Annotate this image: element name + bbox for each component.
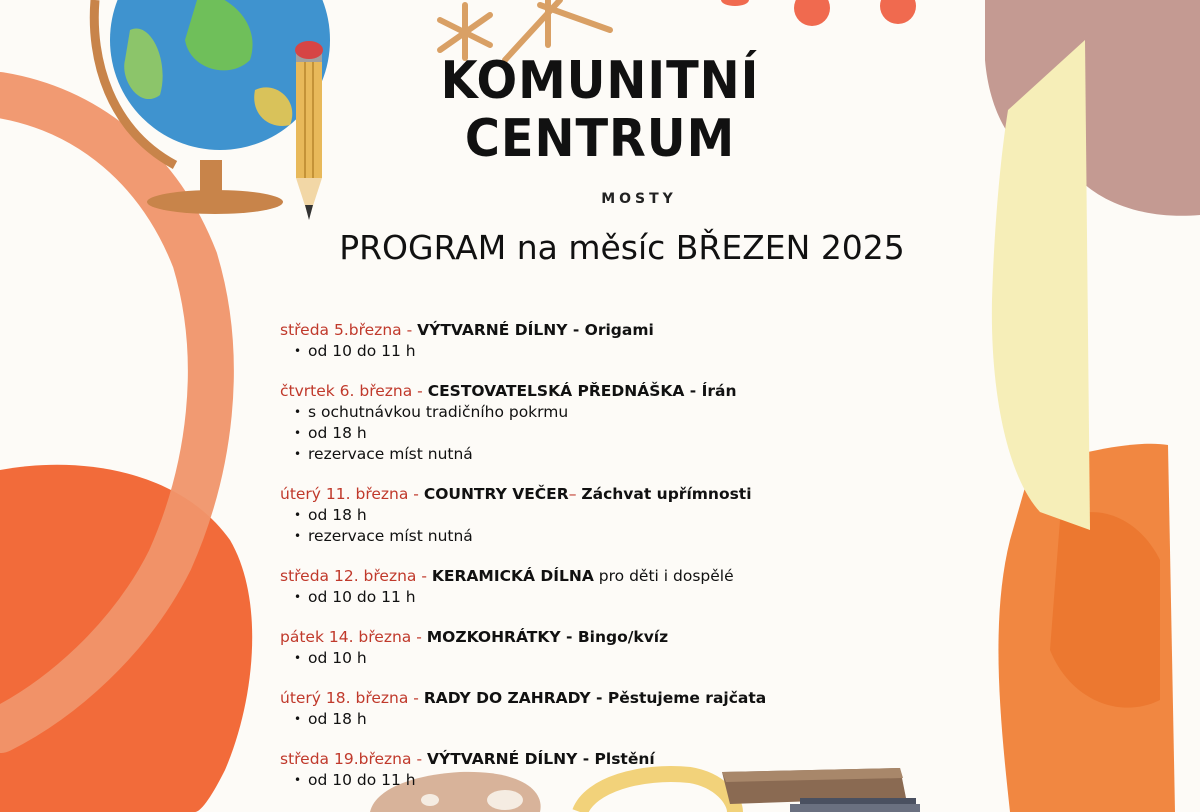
event-details: [280, 770, 920, 791]
title-line-1: KOMUNITNÍ: [440, 51, 760, 111]
event-headline: [280, 627, 920, 648]
event-detail: • od 18 h: [294, 505, 920, 526]
event-headline: [280, 749, 920, 770]
event-separator: -: [401, 321, 418, 339]
event-separator: -: [416, 567, 432, 585]
event-extra: pro děti i dospělé: [593, 567, 734, 585]
event-separator: -: [408, 689, 424, 707]
event-item: [280, 627, 920, 669]
event-date: úterý 11. března: [280, 485, 409, 503]
event-title: MOZKOHRÁTKY - Bingo/kvíz: [426, 628, 669, 646]
event-details: [280, 709, 920, 730]
event-separator: –: [568, 485, 582, 503]
event-title: CESTOVATELSKÁ PŘEDNÁŠKA - Írán: [427, 382, 737, 400]
event-detail: • rezervace míst nutná: [294, 444, 920, 465]
event-title: COUNTRY VEČER: [423, 485, 569, 503]
event-item: [280, 320, 920, 362]
event-separator: -: [412, 382, 428, 400]
subtitle: MOSTY: [601, 191, 677, 207]
event-headline: [280, 566, 920, 587]
event-separator: -: [408, 485, 424, 503]
event-title: KERAMICKÁ DÍLNA: [431, 567, 594, 585]
event-item: [280, 566, 920, 608]
event-date: středa 5.března: [280, 321, 402, 339]
event-headline: [280, 484, 920, 505]
event-headline: [280, 688, 920, 709]
title-block: [0, 52, 1200, 168]
event-title: RADY DO ZAHRADY - Pěstujeme rajčata: [423, 689, 767, 707]
event-separator: -: [411, 628, 427, 646]
program-heading: PROGRAM na měsíc BŘEZEN 2025: [339, 228, 905, 267]
event-details: [280, 648, 920, 669]
event-headline: [280, 320, 920, 341]
event-date: středa 19.března: [280, 750, 412, 768]
red-dot: [880, 0, 916, 24]
event-details: [280, 587, 920, 608]
event-detail: • od 18 h: [294, 423, 920, 444]
event-details: [280, 341, 920, 362]
event-title: VÝTVARNÉ DÍLNY - Origami: [417, 321, 654, 339]
event-date: středa 12. března: [280, 567, 417, 585]
event-detail: • rezervace míst nutná: [294, 526, 920, 547]
event-date: pátek 14. března: [280, 628, 412, 646]
event-item: [280, 484, 920, 547]
event-headline: [280, 381, 920, 402]
event-item: [280, 688, 920, 730]
event-detail: • od 10 do 11 h: [294, 770, 920, 791]
event-separator: -: [411, 750, 427, 768]
event-item: [280, 381, 920, 465]
event-detail: • od 10 do 11 h: [294, 587, 920, 608]
event-item: [280, 749, 920, 791]
event-date: čtvrtek 6. března: [280, 382, 413, 400]
red-dot: [794, 0, 830, 26]
event-details: [280, 505, 920, 547]
event-list: [280, 320, 920, 810]
event-details: [280, 402, 920, 465]
title-line-2: CENTRUM: [464, 109, 736, 169]
event-detail: • od 10 h: [294, 648, 920, 669]
event-detail: • s ochutnávkou tradičního pokrmu: [294, 402, 920, 423]
event-title: VÝTVARNÉ DÍLNY - Plstění: [426, 750, 655, 768]
event-detail: • od 18 h: [294, 709, 920, 730]
event-date: úterý 18. března: [280, 689, 409, 707]
event-subtitle: Záchvat upřímnosti: [581, 485, 752, 503]
event-detail: • od 10 do 11 h: [294, 341, 920, 362]
